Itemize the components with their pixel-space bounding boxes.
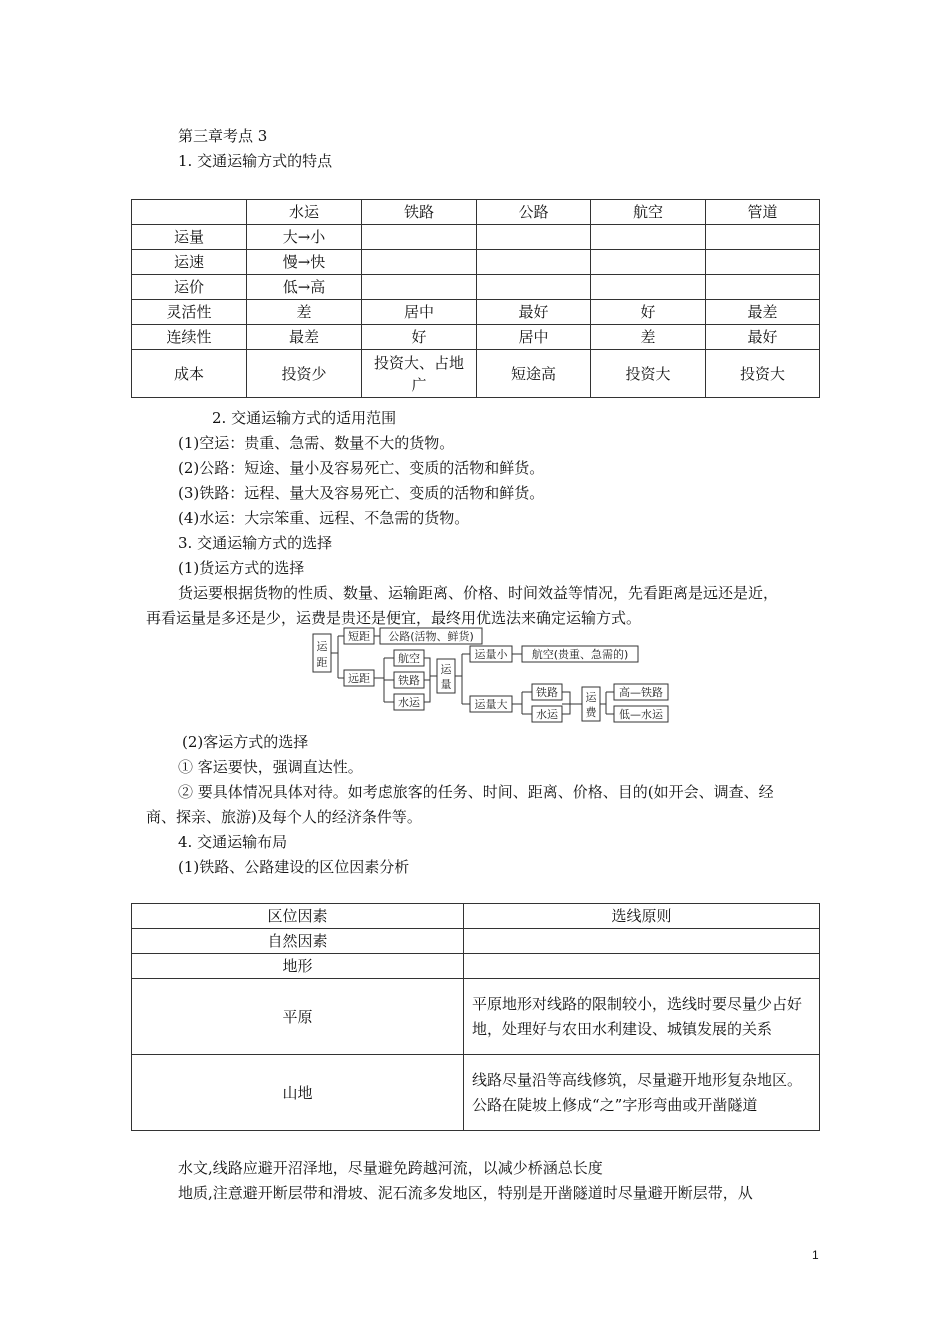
table-cell: 成本	[132, 350, 247, 398]
table-cell: 居中	[477, 325, 591, 350]
table-cell: 投资大	[591, 350, 706, 398]
table-cell: 平原地形对线路的限制较小，选线时要尽量少占好地，处理好与农田水利建设、城镇发展的关系	[464, 979, 820, 1055]
flow-node-long-distance: 远距	[348, 672, 370, 685]
subsection-title: (1)铁路、公路建设的区位因素分析	[178, 858, 410, 876]
table-cell	[706, 250, 820, 275]
list-item: (4)水运：大宗笨重、远程、不急需的货物。	[178, 509, 470, 527]
flow-node-water-2: 水运	[536, 708, 558, 721]
flow-node-low-water: 低—水运	[619, 708, 663, 721]
flow-node-yunju: 距	[316, 656, 328, 669]
table-cell	[362, 275, 477, 300]
table-cell: 最好	[706, 325, 820, 350]
table-cell: 投资大、占地广	[362, 350, 477, 398]
table-cell: 平原	[132, 979, 464, 1055]
table-cell: 差	[247, 300, 362, 325]
table-cell: 自然因素	[132, 929, 464, 954]
table-row	[132, 1055, 820, 1131]
table-cell	[477, 225, 591, 250]
table-cell: 灵活性	[132, 300, 247, 325]
flow-node-water: 水运	[398, 696, 420, 709]
table-cell: 投资少	[247, 350, 362, 398]
table-cell: 好	[591, 300, 706, 325]
flow-node-highway: 公路(活物、鲜货)	[388, 630, 474, 643]
flow-node-air: 航空	[398, 652, 420, 665]
table-cell: 好	[362, 325, 477, 350]
table-cell	[464, 929, 820, 954]
table-header-cell: 铁路	[362, 200, 477, 225]
subsection-title: (2)客运方式的选择	[182, 733, 309, 751]
table-row	[132, 250, 820, 275]
table-row	[132, 929, 820, 954]
flow-node-volume: 量	[440, 678, 452, 691]
flow-node-short-distance: 短距	[348, 630, 370, 643]
table-header-cell: 选线原则	[464, 904, 820, 929]
paragraph-line: 水文,线路应避开沼泽地，尽量避免跨越河流，以减少桥涵总长度	[178, 1159, 603, 1177]
list-item: (3)铁路：远程、量大及容易死亡、变质的活物和鲜货。	[178, 484, 545, 502]
table-row	[132, 325, 820, 350]
table-header-cell: 管道	[706, 200, 820, 225]
flow-node-large-volume: 运量大	[474, 698, 508, 711]
table-cell	[464, 954, 820, 979]
table-header-cell: 航空	[591, 200, 706, 225]
table-header-cell	[132, 200, 247, 225]
flow-node-cost: 运	[585, 691, 597, 704]
table-header-cell: 水运	[247, 200, 362, 225]
list-item: ② 要具体情况具体对待。如考虑旅客的任务、时间、距离、价格、目的(如开会、调查、经	[178, 783, 774, 801]
paragraph-line: 再看运量是多还是少，运费是贵还是便宜，最终用优选法来确定运输方式。	[146, 609, 642, 627]
table-cell: 最好	[477, 300, 591, 325]
location-factors-table	[131, 903, 820, 1131]
table-cell: 线路尽量沿等高线修筑，尽量避开地形复杂地区。公路在陡坡上修成“之”字形弯曲或开凿隧道	[464, 1055, 820, 1131]
paragraph-line: 货运要根据货物的性质、数量、运输距离、价格、时间效益等情况，先看距离是远还是近，	[178, 584, 779, 602]
table-row	[132, 300, 820, 325]
table-cell: 大→小	[247, 225, 362, 250]
table-row	[132, 275, 820, 300]
table-cell	[706, 225, 820, 250]
table-cell: 低→高	[247, 275, 362, 300]
section-3-title: 3. 交通运输方式的选择	[178, 534, 333, 552]
paragraph-line: 地质,注意避开断层带和滑坡、泥石流多发地区，特别是开凿隧道时尽量避开断层带，从	[178, 1184, 753, 1202]
list-item: 商、探亲、旅游)及每个人的经济条件等。	[146, 808, 422, 826]
table-cell	[591, 275, 706, 300]
table-header-row	[132, 904, 820, 929]
section-4-title: 4. 交通运输布局	[178, 833, 288, 851]
list-item: ① 客运要快，强调直达性。	[178, 758, 363, 776]
table-cell: 连续性	[132, 325, 247, 350]
table-header-row	[132, 200, 820, 225]
table-cell	[477, 250, 591, 275]
section-2-title: 2. 交通运输方式的适用范围	[212, 409, 397, 427]
table-cell: 居中	[362, 300, 477, 325]
table-cell	[706, 275, 820, 300]
table-cell: 山地	[132, 1055, 464, 1131]
table-cell: 差	[591, 325, 706, 350]
table-cell: 慢→快	[247, 250, 362, 275]
table-row	[132, 979, 820, 1055]
flow-node-air-note: 航空(贵重、急需的)	[531, 648, 629, 661]
table-cell	[477, 275, 591, 300]
table-cell: 投资大	[706, 350, 820, 398]
table-row	[132, 350, 820, 398]
flow-node-rail-2: 铁路	[536, 686, 558, 699]
table-cell: 最差	[247, 325, 362, 350]
table-cell	[591, 225, 706, 250]
table-cell	[362, 250, 477, 275]
table-cell: 运速	[132, 250, 247, 275]
table-cell: 最差	[706, 300, 820, 325]
flow-node-volume: 运	[440, 663, 452, 676]
flow-node-high-rail: 高—铁路	[619, 686, 663, 699]
list-item: (1)空运：贵重、急需、数量不大的货物。	[178, 434, 455, 452]
table-header-cell: 区位因素	[132, 904, 464, 929]
flow-node-yunju: 运	[316, 640, 328, 653]
table-cell: 短途高	[477, 350, 591, 398]
table-cell	[362, 225, 477, 250]
table-cell	[591, 250, 706, 275]
table-row	[132, 225, 820, 250]
freight-selection-flowchart	[310, 626, 672, 726]
section-1-title: 1. 交通运输方式的特点	[178, 152, 333, 170]
table-cell: 地形	[132, 954, 464, 979]
table-cell: 运量	[132, 225, 247, 250]
table-header-cell: 公路	[477, 200, 591, 225]
transport-features-table	[131, 199, 820, 398]
subsection-title: (1)货运方式的选择	[178, 559, 305, 577]
flow-node-rail: 铁路	[398, 674, 420, 687]
flow-node-cost: 费	[585, 706, 597, 719]
page-number: 1	[812, 1248, 819, 1262]
flow-node-small-volume: 运量小	[474, 648, 508, 661]
table-row	[132, 954, 820, 979]
list-item: (2)公路：短途、量小及容易死亡、变质的活物和鲜货。	[178, 459, 545, 477]
table-cell: 运价	[132, 275, 247, 300]
page-heading: 第三章考点 3	[178, 127, 268, 145]
